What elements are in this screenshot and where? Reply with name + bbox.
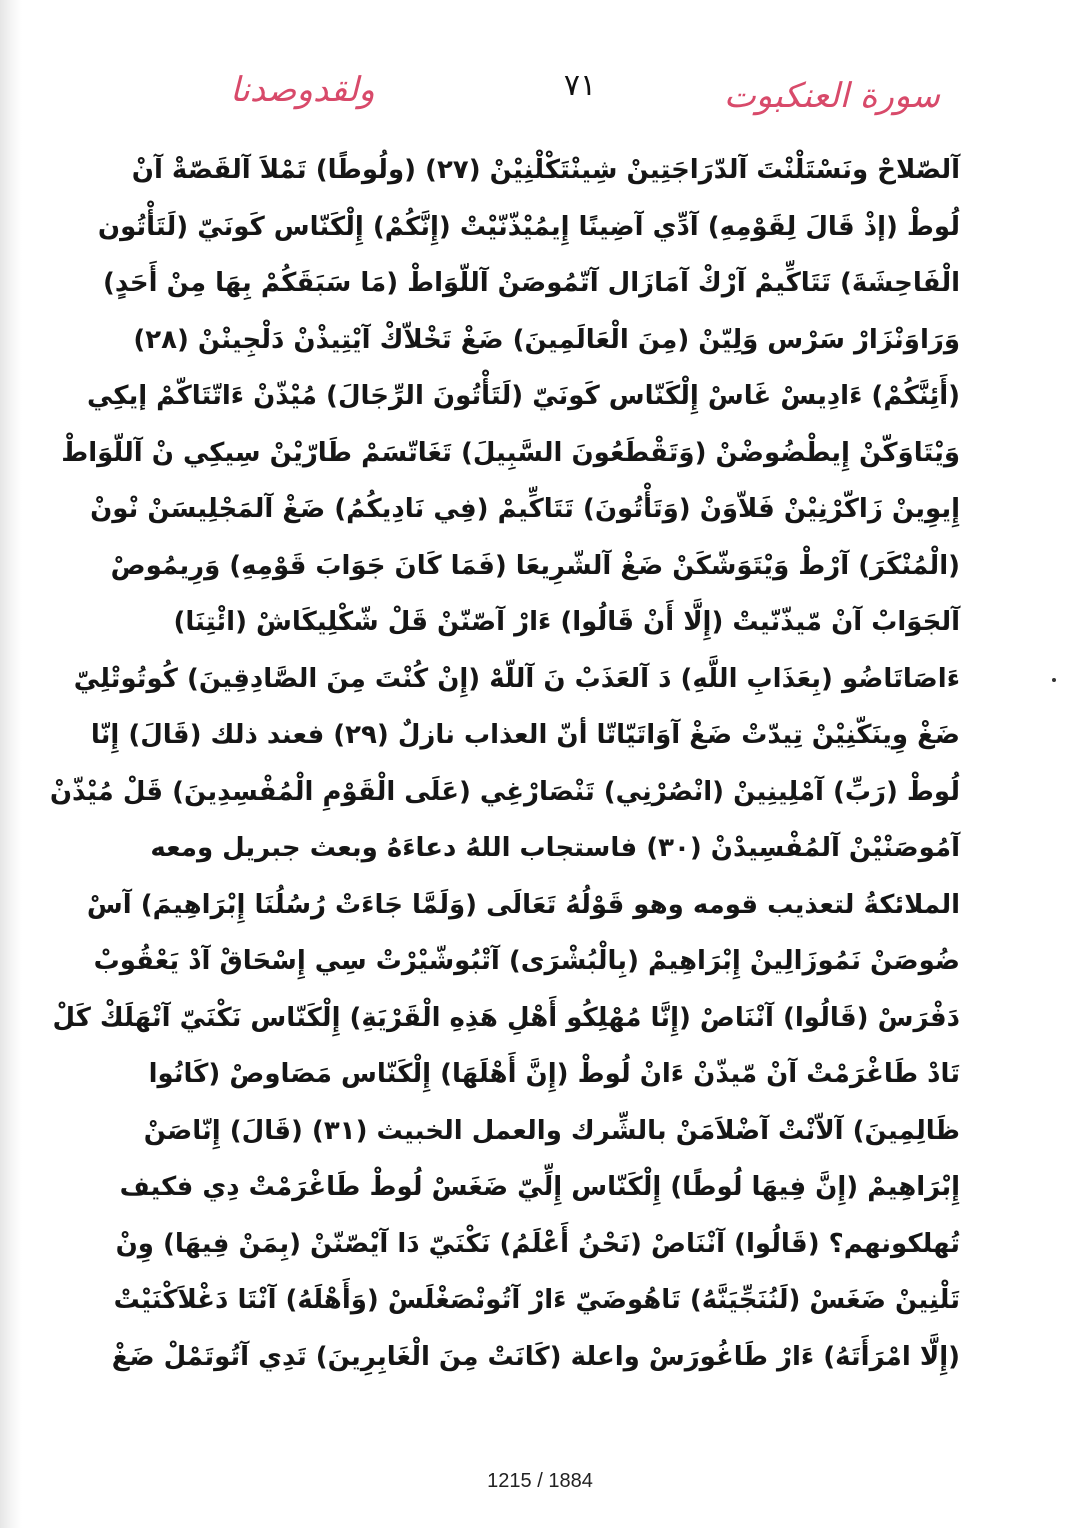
text-line: وَرَاوَنْزَارْ سَرْس وَلِيّنْ (مِنَ الْعَالَمِينَ) ضَغْ تَخْلاّكْ آيْتِيذْنْ دَلْجِينْنْ (٢٨) (133, 324, 960, 355)
handwritten-note-left: ولقدوصدنا (230, 70, 375, 110)
text-line: ضُوصَنْ نَمُوزَالِينْ إِبْرَاهِيمْ (بِالْبُشْرَى) آتْبُوشّيْرْتْ سِي إِسْحَاقْ آدْ يَعْقُوبْ (93, 946, 960, 976)
page-header (200, 62, 960, 132)
text-line: الْفَاحِشَةَ) تَتَاكِّيمْ آرْكْ آمَازَال آتّمُوصَنْ آللّوَاطْ (مَا سَبَقَكُمْ بِهَا مِنْ أَحَدٍ) (102, 268, 960, 298)
text-line: لُوطْ (رَبِّ) آمْلِينِينْ (انْصُرْنِي) تَنْصَارْغِي (عَلَى الْقَوْمِ الْمُفْسِدِينَ) قَلْ مُيْذّنْ (49, 776, 960, 807)
text-line: (أَئِنَّكُمْ) ءَادِيسْ غَاسْ إِلْكَنّاس كَونَيّ (لَتَأْتُونَ الرِّجَالَ) مُيْذّنْ ءَاتّتَاكّمْ إيكِي (87, 381, 960, 411)
page-indicator: 1215 / 1884 (487, 1470, 593, 1492)
text-line: (إِلَّا امْرَأَتَهُ) ءَارْ طَاغُورَسْ واعلة (كَانَتْ مِنَ الْغَابِرِينَ) تَدِي آتُوتَمْلْ ضَغْ (111, 1341, 960, 1372)
text-line: آلجَوَابْ آنْ مّيذّنّيتْ (إِلَّا أَنْ قَالُوا) ءَارْ آصّنّنْ قَلْ شّكْلِيكَاشْ (ائْتِنَا) (173, 607, 960, 637)
text-line: ضَغْ وِينَكّنِيْنْ تِيدّتْ ضَغْ آوَاتَيّاتّا أنّ العذاب نازلٌ (٢٩) فعند ذلك (قَالَ) إِنّا (90, 720, 960, 750)
text-line: ءَاصَاتَاضُو (بِعَذَابِ اللَّهِ) دَ آلعَذَبْ نَ آللّهْ (إِنْ كُنْتَ مِنَ الصَّادِقِينَ) كُوتُوتْلِيّ (73, 663, 960, 694)
text-line: إِبْرَاهِيمْ (إِنَّ فِيهَا لُوطًا) إِلْكَنّاس إِلِّيّ ضَغَسْ لُوطْ طَاغْرَمْتْ دِي فكيف (119, 1172, 960, 1202)
text-line: تُهلكونهم؟ (قَالُوا) آنْنَاصْ (نَحْنُ أَعْلَمُ) نَكْنَيّ دَا آيْصّنّنْ (بِمَنْ فِيهَا) وِنْ (115, 1228, 960, 1259)
body-text (49, 142, 960, 1385)
text-line: تَادْ طَاغْرَمْتْ آنْ مّيذّنْ ءَانْ لُوطْ (إِنَّ أَهْلَهَا) إِلْكَنّاس مَصَاوصْ (كَانُوا (148, 1059, 960, 1089)
page-number: ٧١ (563, 68, 597, 103)
text-line: لُوطْ (إذْ قَالَ لِقَوْمِهِ) آدِّي آضِينًا إِيمُيْذّنّيْتْ (إِنَّكُمْ) إِلْكَنّاس كَونَيّ (لَتَأْتُون (97, 211, 960, 242)
text-line: تَلْنِينْ ضَغَسْ (لَنُنَجِّيَنَّهُ) تَاهُوضَيّ ءَارْ آتُونْصَغْلَسْ (وَأَهْلَهُ) آنْتَا دَغْلاَكْنَيْتْ (113, 1285, 960, 1315)
page-edge-shadow (0, 0, 22, 1528)
handwritten-surah-title: سورة العنكبوت (723, 76, 940, 116)
text-line: دَفْرَسْ (قَالُوا) آنْنَاصْ (إِنَّا مُهْلِكُو أَهْلِ هَذِهِ الْقَرْيَةِ) إِلْكَنّاس نَكْنَيّ آنْهَلَكْ كَلْ (52, 1002, 960, 1033)
margin-dot (1052, 678, 1056, 682)
text-line: آمُوصَنْيْنْ آلمُفْسِيدْنْ (٣٠) فاستجاب اللهُ دعاءَهُ وبعث جبريل ومعه (150, 833, 960, 863)
text-line: آلصّلاحْ ونَسْتَلْنْتَ آلدّرَاجَتِينْ شِينْتَكْلْنِيْنْ (٢٧) (ولُوطًا) تَمْلاَ آلقَصّةْ آنْ (131, 155, 960, 185)
text-line: الملائكةُ لتعذيب قومه وهو قَوْلُهُ تَعَالَى (وَلَمَّا جَاءَتْ رُسُلُنَا إِبْرَاهِيمَ) آسْ (86, 889, 960, 920)
text-line: (الْمُنْكَرَ) آرْطْ وَيْتَوَشّكَنْ ضَغْ آلشّرِيعَا (فَمَا كَانَ جَوَابَ قَوْمِهِ) وَرِيمُوصْ (110, 550, 960, 581)
text-line: إِيوِينْ زَاكّرْنِيْنْ فَلاّوَنْ (وَتَأْتُونَ) تَتَاكِّيمْ (فِي نَادِيكُمُ) ضَغْ آلمَجْلِيسَنْ نْونْ (90, 494, 960, 524)
page-footer (0, 1470, 1080, 1493)
text-line: وَيْتَاوَكّنْ إِيطْضُوضْنْ (وَتَقْطَعُونَ السَّبِيلَ) تَغَاتّسَمْ طَارّيْنْ سِيكِي نْ آللّوَاطْ (61, 437, 960, 468)
text-line: ظَالِمِينَ) آلاّنْتْ آضْلاَمَنْ بالشِّرك والعمل الخبيث (٣١) (قَالَ) إِنّاصَنْ (143, 1115, 960, 1146)
